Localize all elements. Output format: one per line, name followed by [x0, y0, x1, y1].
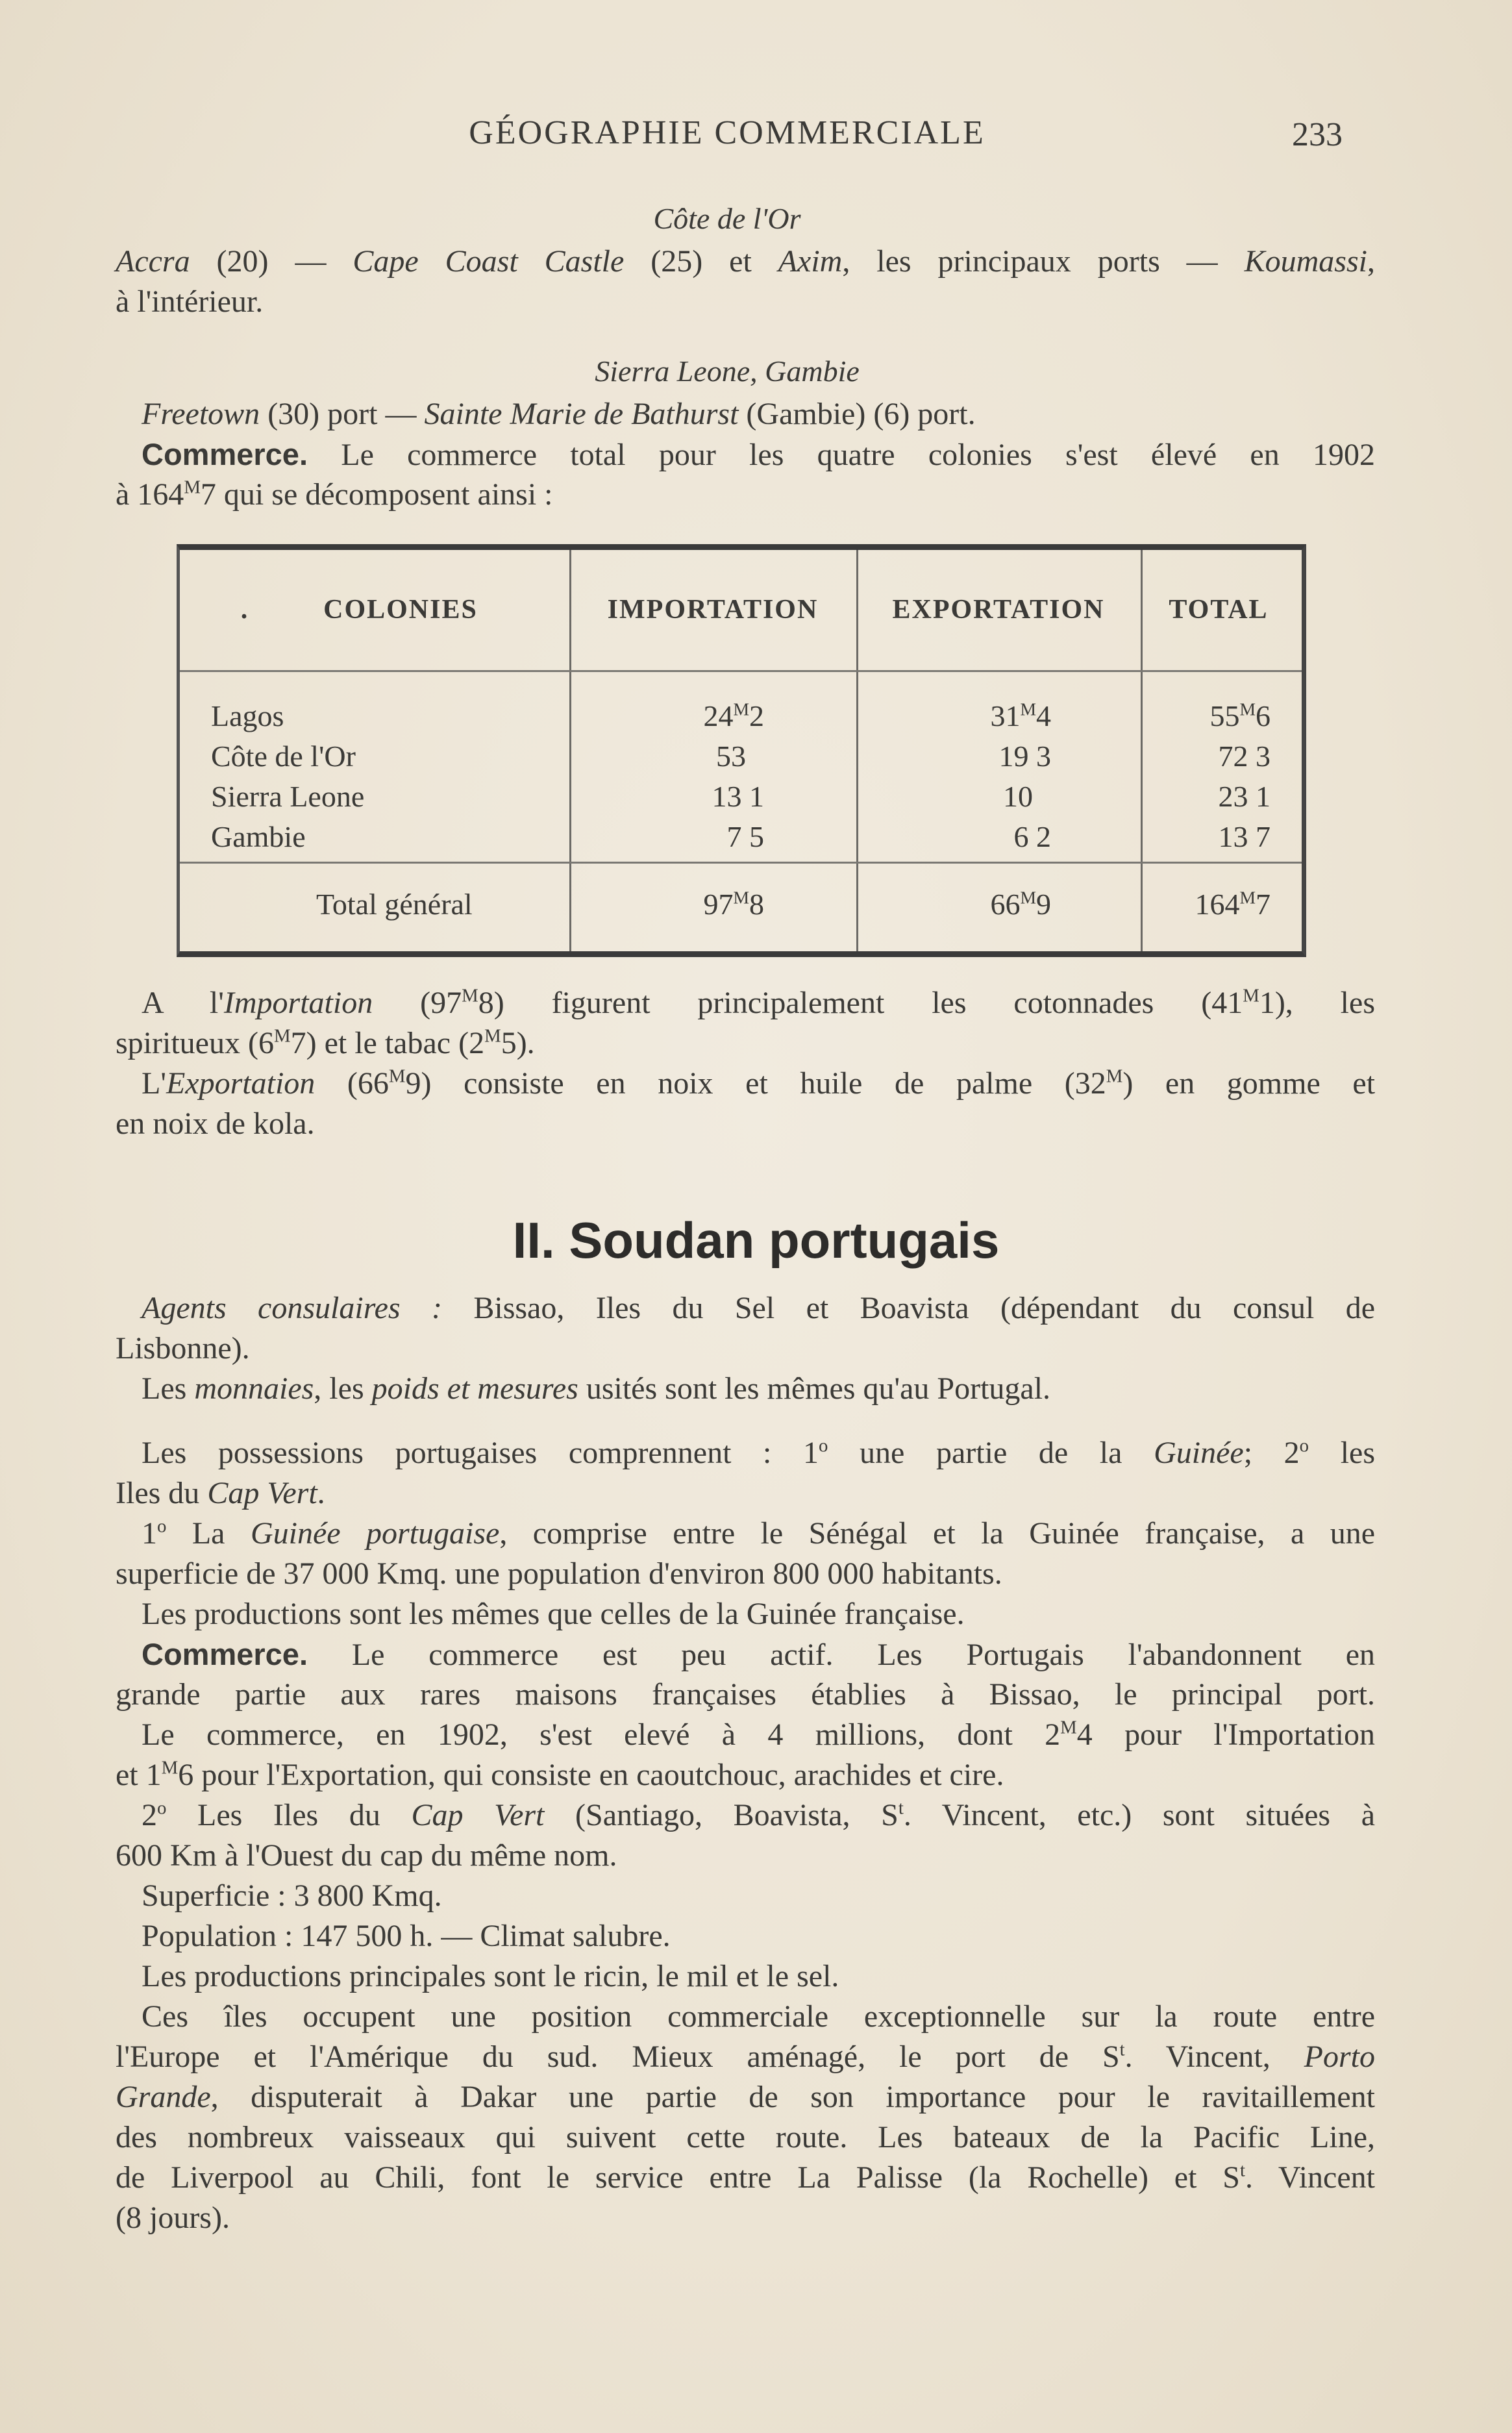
section-title: II. Soudan portugais	[512, 1212, 1000, 1269]
table-header-divider	[180, 670, 1302, 672]
cap-vert-line-8: Grande, disputerait à Dakar une partie de son importance pour le ravitaillement	[116, 2080, 1375, 2114]
cote-or-line-2: à l'intérieur.	[116, 284, 264, 319]
import-paragraph-line-2: spiritueux $(6^M7)$ et le tabac $(2^M5)$.	[116, 1025, 535, 1060]
commerce-line-2: à $164^M7$ qui se décomposent ainsi :	[116, 477, 553, 512]
commerce-label: Commerce.	[142, 437, 308, 471]
possessions-line-1: Les possessions portugaises comprennent : 1$^o$ une partie de la Guinée; 2$^o$ les	[142, 1435, 1376, 1470]
commerce2-line-1: Commerce. Le commerce est peu actif. Les Portugais l'abandonnent en	[142, 1637, 1375, 1672]
table-row-import: 7 5	[726, 820, 764, 853]
commerce2-line-2: grande partie aux rares maisons françaises établies à Bissao, le principal port.	[116, 1677, 1375, 1712]
commerce-label: Commerce.	[142, 1637, 308, 1671]
cap-vert-line-5: Les productions principales sont le ricin, le mil et le sel.	[142, 1959, 839, 1993]
table-row-export: 19 3	[998, 740, 1051, 773]
table-row-colony: Côte de l'Or	[211, 740, 356, 773]
table-row-total: 72 3	[1218, 740, 1270, 773]
cap-vert-line-9: des nombreux vaisseaux qui suivent cette route. Les bateaux de la Pacific Line,	[116, 2120, 1375, 2154]
cap-vert-line-11: (8 jours).	[116, 2201, 230, 2235]
possessions-line-2: Iles du Cap Vert.	[116, 1476, 325, 1510]
table-header-total: TOTAL	[1169, 595, 1269, 625]
agents-line-1: Agents consulaires : Bissao, Iles du Sel et Boavista (dépendant du consul de	[142, 1291, 1375, 1325]
table-row-export: $31^M4$	[990, 699, 1051, 732]
cap-vert-line-6: Ces îles occupent une position commerciale exceptionnelle sur la route entre	[142, 1999, 1375, 2034]
commerce2-line-4: et $1^M6$ pour l'Exportation, qui consiste en caoutchouc, arachides et cire.	[116, 1757, 1004, 1792]
cap-vert-line-7: l'Europe et l'Amérique du sud. Mieux aménagé, le port de $S^t$. Vincent, Porto	[116, 2039, 1375, 2074]
table-row-export: 6 2	[1013, 820, 1051, 853]
cap-vert-line-3: Superficie : 3 800 Kmq.	[142, 1878, 442, 1913]
table-header-importation: IMPORTATION	[607, 595, 819, 625]
table-row-import: $24^M2$	[703, 699, 764, 732]
guinee-line-1: 1$^o$ La Guinée portugaise, comprise entre le Sénégal et la Guinée française, a une	[142, 1516, 1376, 1551]
subheading-cote-or: Côte de l'Or	[653, 202, 801, 235]
table-total-divider	[180, 862, 1302, 864]
table-row-colony: Sierra Leone	[211, 780, 365, 813]
sierra-gambie-line-1: Freetown (30) port — Sainte Marie de Bathurst (Gambie) (6) port.	[142, 397, 976, 431]
guinee-line-2: superficie de 37 000 Kmq. une population d'environ 800 000 habitants.	[116, 1556, 1002, 1591]
cap-vert-line-10: de Liverpool au Chili, font le service entre La Palisse (la Rochelle) et $S^t$. Vincent	[116, 2160, 1375, 2195]
table-total-import: $97^M8$	[703, 887, 764, 921]
table-row-colony: Lagos	[211, 699, 284, 732]
page-number: 233	[1292, 116, 1343, 153]
table-row-import: 13 1	[712, 780, 764, 813]
cap-vert-line-4: Population : 147 500 h. — Climat salubre.	[142, 1919, 671, 1953]
table-row-import: 53	[716, 740, 746, 773]
commerce-table	[177, 544, 1306, 957]
running-header: GÉOGRAPHIE COMMERCIALE	[469, 114, 985, 151]
export-paragraph-line-2: en noix de kola.	[116, 1106, 315, 1141]
table-total-export: $66^M9$	[990, 887, 1051, 921]
table-row-total: $55^M6$	[1209, 699, 1270, 732]
guinee-line-3: Les productions sont les mêmes que celles de la Guinée française.	[142, 1597, 965, 1631]
table-row-export: 10	[1003, 780, 1033, 813]
cap-vert-line-1: 2$^o$ Les Iles du Cap Vert (Santiago, Boavista, $S^t$. Vincent, etc.) sont situées à	[142, 1797, 1376, 1832]
table-total-label: Total général	[316, 888, 473, 921]
table-row-total: 23 1	[1218, 780, 1270, 813]
commerce2-line-3: Le commerce, en 1902, s'est elevé à 4 millions, dont $2^M4$ pour l'Importation	[142, 1717, 1376, 1752]
monnaies-line: Les monnaies, les poids et mesures usités sont les mêmes qu'au Portugal.	[142, 1371, 1051, 1406]
subheading-sierra-gambie: Sierra Leone, Gambie	[595, 355, 860, 388]
table-total-total: $164^M7$	[1195, 887, 1270, 921]
table-row-total: 13 7	[1218, 820, 1270, 853]
table-row-colony: Gambie	[211, 820, 306, 853]
table-header-dot: .	[240, 595, 249, 625]
import-paragraph-line-1: A l'Importation $(97^M8)$ figurent principalement les cotonnades $(41^M1)$, les	[142, 985, 1376, 1020]
export-paragraph-line-1: L'Exportation $(66^M9)$ consiste en noix et huile de palme $(32^M)$ en gomme et	[142, 1066, 1376, 1101]
table-header-exportation: EXPORTATION	[892, 595, 1105, 625]
agents-line-2: Lisbonne).	[116, 1331, 250, 1366]
cote-or-line-1: Accra (20) — Cape Coast Castle (25) et Axim, les principaux ports — Koumassi,	[116, 244, 1375, 279]
cap-vert-line-2: 600 Km à l'Ouest du cap du même nom.	[116, 1838, 617, 1873]
commerce-line-1: Commerce. Le commerce total pour les quatre colonies s'est élevé en 1902	[142, 437, 1375, 472]
table-header-colonies: COLONIES	[323, 595, 478, 625]
